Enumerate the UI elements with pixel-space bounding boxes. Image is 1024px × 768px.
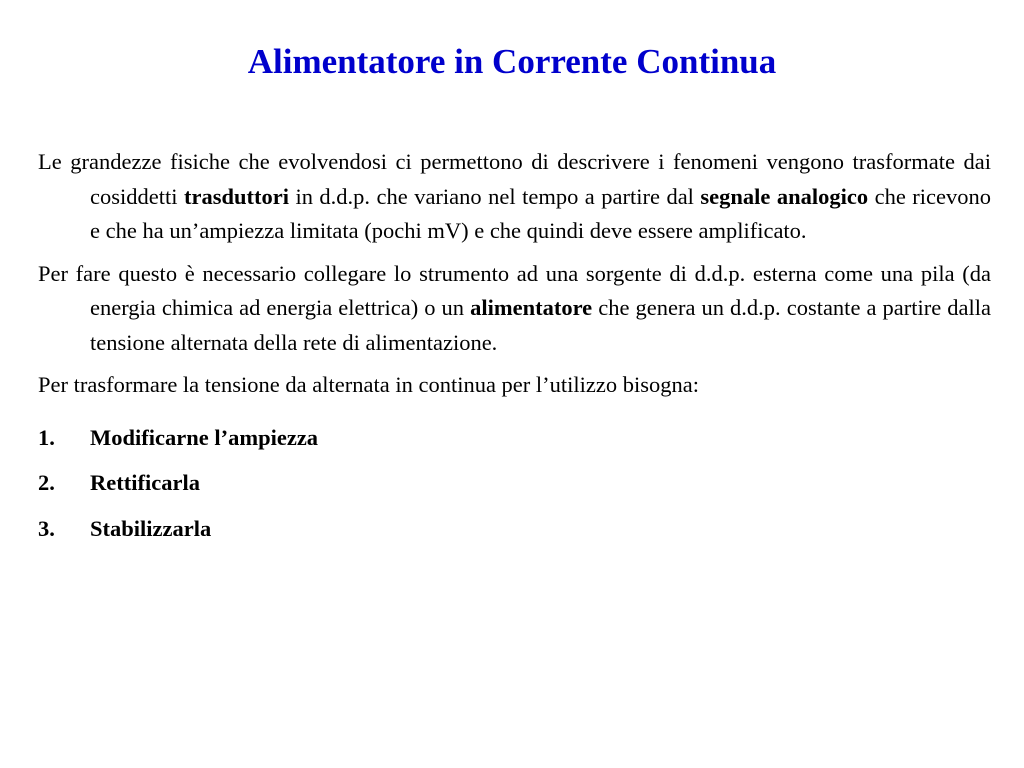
paragraph-text: che ricevono e che ha un’ampiezza limitata (pochi mV) e che quindi deve essere amplificato.	[90, 183, 992, 243]
list-item	[38, 466, 991, 501]
term-segnale-analogico: segnale analogico	[700, 183, 869, 209]
term-trasduttori: trasduttori	[183, 183, 289, 209]
paragraph-alimentatore	[38, 257, 991, 361]
list-item	[38, 421, 991, 456]
list-item-label: Rettificarla	[90, 470, 200, 495]
steps-list	[38, 421, 991, 547]
paragraph-text: in d.d.p. che variano nel tempo a partire dal	[288, 183, 701, 209]
paragraph-text: Per fare questo è necessario collegare lo strumento ad una sorgente di d.d.p. esterna come una pila (da energia chimica ad energia elettrica) o un	[38, 260, 991, 320]
slide-body	[38, 145, 991, 557]
paragraph-trasduttori	[38, 145, 991, 249]
paragraph-text: Per trasformare la tensione da alternata in continua per l’utilizzo bisogna:	[38, 372, 700, 397]
slide-title: Alimentatore in Corrente Continua	[247, 42, 777, 81]
paragraph-text: che genera un d.d.p. costante a partire dalla tensione alternata della rete di alimentazione.	[90, 295, 991, 355]
list-item-label: Stabilizzarla	[90, 515, 212, 541]
list-item-number: 3.	[38, 515, 55, 541]
term-alimentatore: alimentatore	[470, 295, 593, 320]
list-item-label: Modificarne l’ampiezza	[90, 424, 319, 450]
list-item	[38, 512, 991, 547]
list-item-number: 1.	[38, 424, 55, 450]
paragraph-text: Le grandezze fisiche che evolvendosi ci permettono di descrivere i fenomeni vengono trasformate dai cosiddetti	[38, 149, 991, 209]
list-item-number: 2.	[38, 470, 55, 495]
paragraph-trasformare	[38, 368, 991, 403]
